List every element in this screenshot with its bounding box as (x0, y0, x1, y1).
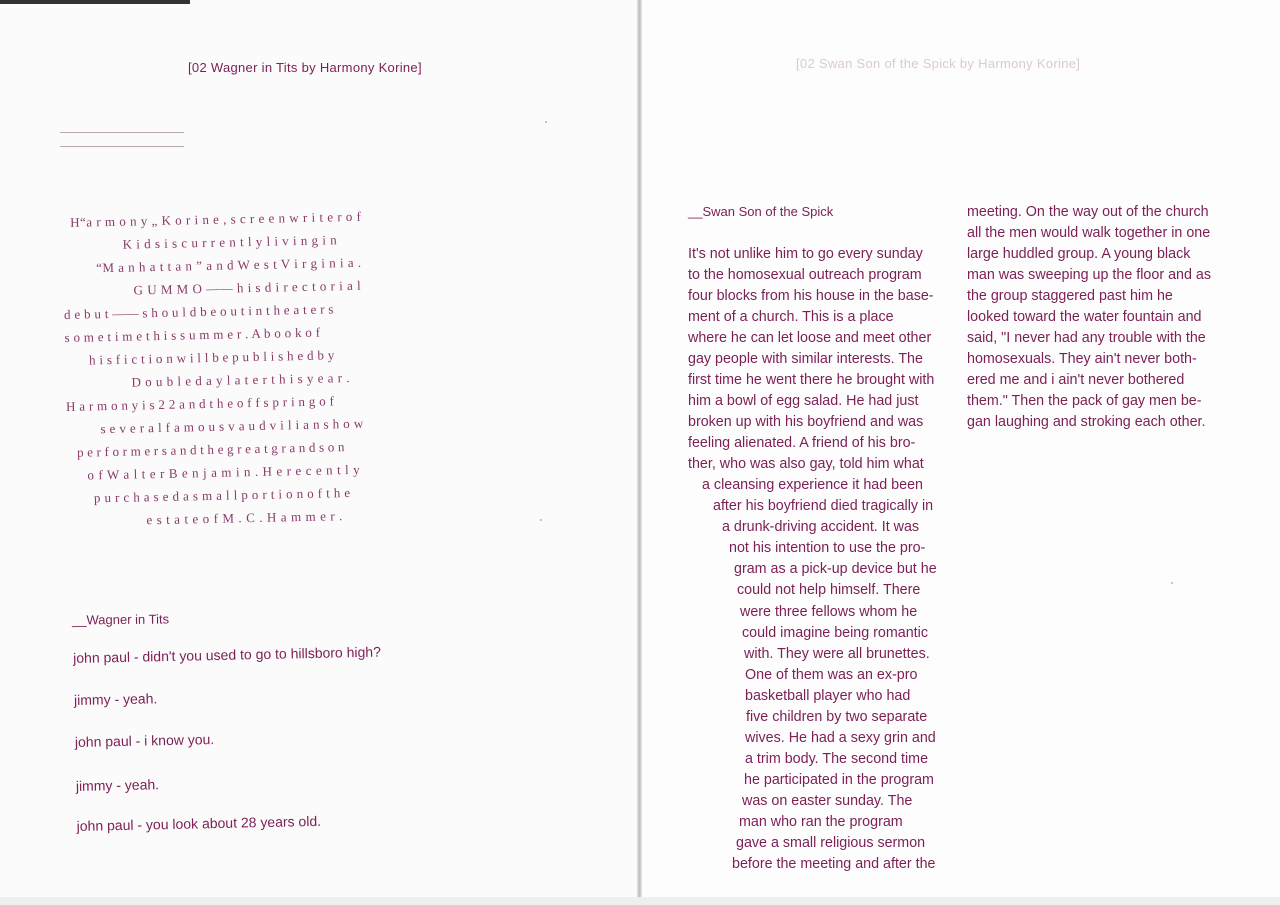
story-line: five children by two separate (746, 709, 928, 725)
right-running-head: [02 Swan Son of the Spick by Harmony Korine] (796, 56, 1081, 71)
dialogue-line: john paul - i know you. (74, 731, 215, 750)
story-line: the group staggered past him he (967, 288, 1173, 304)
decorative-rule (60, 132, 184, 133)
story-line: him a bowl of egg salad. He had just (688, 393, 919, 409)
story-line: ment of a church. This is a place (688, 309, 894, 325)
bio-line: o f W a l t e r B e n j a m i n . H e r e c e n t l y (87, 461, 361, 483)
bio-line: H“а r m o n y „ K o r i n e , s c r e e n w r i t e r o f (69, 208, 362, 230)
bio-line: p e r f o r m e r s a n d t h e g r e a t g r a n d s o n (76, 439, 345, 460)
story-line: not his intention to use the pro- (729, 540, 926, 556)
story-line: broken up with his boyfriend and was (688, 414, 924, 430)
story-line: man who ran the program (739, 814, 903, 830)
scan-corner-mark (0, 0, 190, 12)
swan-section-heading: __Swan Son of the Spick (688, 204, 834, 219)
bio-line: d e b u t —— s h o u l d b e o u t i n t h e a t e r s (63, 301, 334, 322)
story-line: large huddled group. A young black (967, 246, 1191, 262)
story-line: before the meeting and after the (732, 856, 936, 872)
bio-line: H a r m o n y i s 2 2 a n d t h e o f f s p r i n g o f (65, 393, 335, 414)
story-line: wives. He had a sexy grin and (745, 730, 936, 746)
bio-line: e s t a t e o f M . C . H a m m e r . (146, 508, 344, 528)
story-line: One of them was an ex-pro (745, 667, 918, 683)
story-line: four blocks from his house in the base- (688, 288, 934, 304)
dialogue-line: jimmy - yeah. (73, 690, 158, 708)
story-line: gay people with similar interests. The (688, 351, 923, 367)
book-spine (637, 0, 642, 905)
story-line: to the homosexual outreach program (688, 267, 922, 283)
story-line: them." Then the pack of gay men be- (967, 393, 1202, 409)
story-line: gram as a pick-up device but he (734, 561, 937, 577)
story-line: said, "I never had any trouble with the (967, 330, 1206, 346)
paper-speck (1171, 582, 1173, 584)
wagner-section-heading: __Wagner in Tits (71, 611, 170, 628)
story-line: after his boyfriend died tragically in (713, 498, 934, 514)
story-column-1 (640, 0, 960, 905)
dialogue-line: john paul - didn't you used to go to hillsboro high? (73, 643, 382, 666)
dialogue-block (73, 641, 493, 834)
bio-line: “M a n h a t t a n ” a n d W e s t V i r g i n i a . (95, 254, 362, 276)
right-page (640, 0, 1280, 905)
story-line: gave a small religious sermon (736, 835, 926, 851)
bio-block (62, 203, 624, 545)
story-line: a trim body. The second time (745, 751, 929, 767)
story-line: he participated in the program (744, 772, 934, 788)
story-line: first time he went there he brought with (688, 372, 935, 388)
left-running-head: [02 Wagner in Tits by Harmony Korine] (188, 60, 422, 75)
story-line: all the men would walk together in one (967, 225, 1211, 241)
story-line: a cleansing experience it had been (702, 477, 923, 493)
bio-line: p u r c h a s e d a s m a l l p o r t i o n o f t h e (93, 485, 351, 506)
bio-line: s e v e r a l f a m o u s v a u d v i l i a n s h o w (100, 415, 364, 437)
bio-line: G U M M O —— h i s d i r e c t o r i a l (133, 277, 362, 298)
dialogue-line: jimmy - yeah. (75, 776, 160, 794)
bio-line: D o u b l e d a y l a t e r t h i s y e a r . (131, 370, 351, 390)
story-line: gan laughing and stroking each other. (967, 414, 1206, 430)
paper-speck (540, 519, 542, 521)
story-line: man was sweeping up the floor and as (967, 267, 1211, 283)
story-line: feeling alienated. A friend of his bro- (688, 435, 916, 451)
story-line: a drunk-driving accident. It was (722, 519, 920, 535)
dialogue-line: john paul - you look about 28 years old. (76, 812, 322, 834)
story-line: basketball player who had (745, 688, 911, 704)
bio-line: s o m e t i m e t h i s s u m m e r . A b o o k o f (64, 324, 321, 345)
story-line: homosexuals. They ain't never both- (967, 351, 1197, 367)
story-line: It's not unlike him to go every sunday (688, 246, 923, 262)
story-line: ther, who was also gay, told him what (688, 456, 924, 472)
story-line: meeting. On the way out of the church (967, 204, 1209, 220)
story-line: were three fellows whom he (740, 604, 918, 620)
story-line: could imagine being romantic (742, 625, 928, 641)
paper-speck (545, 121, 547, 123)
scan-bottom-edge (0, 897, 1280, 905)
story-line: where he can let loose and meet other (688, 330, 932, 346)
story-line: looked toward the water fountain and (967, 309, 1202, 325)
story-line: was on easter sunday. The (742, 793, 913, 809)
decorative-rule (60, 146, 184, 147)
bio-line: h i s f i c t i o n w i l l b e p u b l i s h e d b y (88, 347, 335, 368)
story-line: could not help himself. There (737, 582, 921, 598)
story-line: ered me and i ain't never bothered (967, 372, 1185, 388)
bio-line: K i d s i s c u r r e n t l y l i v i n g i n (122, 232, 338, 252)
story-line: with. They were all brunettes. (744, 646, 930, 662)
